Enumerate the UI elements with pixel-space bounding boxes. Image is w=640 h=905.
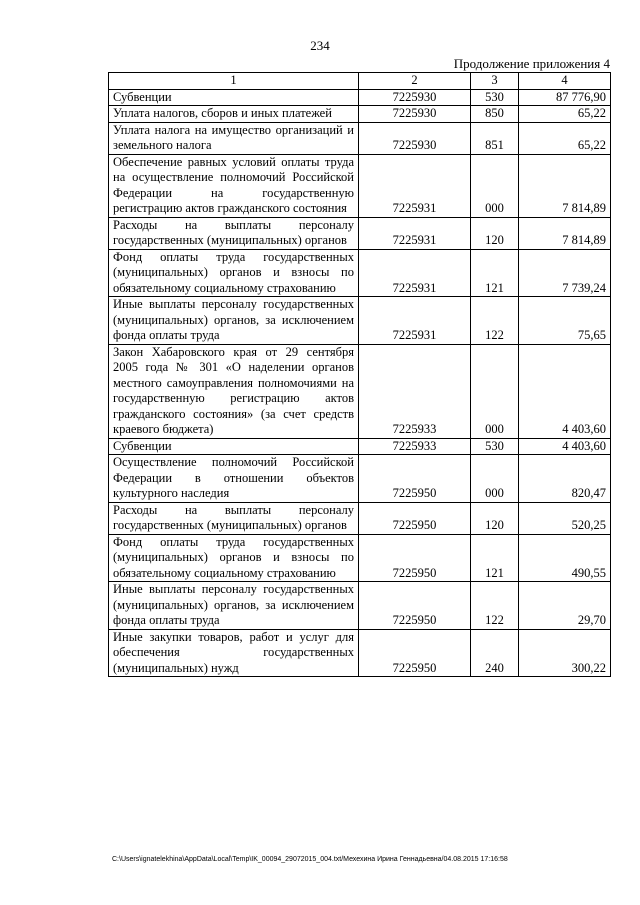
row-name: Закон Хабаровского края от 29 сентября 2005 года № 301 «О наделении органов местного самоуправления полномочиями на государственную регистрацию актов гражданского состояния» (за счет средств краевого бюджета) (109, 344, 359, 438)
row-type: 850 (471, 106, 519, 123)
row-amount: 7 814,89 (519, 154, 611, 217)
row-amount: 520,25 (519, 502, 611, 534)
table-row (109, 89, 611, 106)
table-row (109, 217, 611, 249)
row-code: 7225933 (359, 438, 471, 455)
table-row (109, 629, 611, 677)
row-amount: 65,22 (519, 122, 611, 154)
file-path-footer: C:\Users\ignatelekhina\AppData\Local\Temp\IK_00094_29072015_004.txt/Мехехина Ирина Геннадьевна/04.08.2015 17:16:58 (112, 856, 508, 863)
column-header: 1 (109, 73, 359, 90)
row-code: 7225933 (359, 344, 471, 438)
row-type: 530 (471, 438, 519, 455)
continuation-label: Продолжение приложения 4 (453, 56, 610, 71)
table-row (109, 455, 611, 503)
appendix-table (108, 72, 611, 677)
row-name: Иные выплаты персоналу государственных (муниципальных) органов, за исключением фонда оплаты труда (109, 297, 359, 345)
row-code: 7225950 (359, 582, 471, 630)
row-type: 122 (471, 297, 519, 345)
row-amount: 490,55 (519, 534, 611, 582)
row-name: Субвенции (109, 89, 359, 106)
row-amount: 300,22 (519, 629, 611, 677)
row-name: Фонд оплаты труда государственных (муниципальных) органов и взносы по обязательному социальному страхованию (109, 249, 359, 297)
row-code: 7225930 (359, 106, 471, 123)
row-name: Расходы на выплаты персоналу государственных (муниципальных) органов (109, 502, 359, 534)
row-name: Обеспечение равных условий оплаты труда на осуществление полномочий Российской Федерации на государственную регистрацию актов гражданского состояния (109, 154, 359, 217)
table-row (109, 297, 611, 345)
row-type: 530 (471, 89, 519, 106)
row-type: 240 (471, 629, 519, 677)
row-code: 7225931 (359, 154, 471, 217)
row-name: Субвенции (109, 438, 359, 455)
row-amount: 75,65 (519, 297, 611, 345)
table-row (109, 122, 611, 154)
row-name: Уплата налогов, сборов и иных платежей (109, 106, 359, 123)
row-code: 7225950 (359, 534, 471, 582)
row-type: 000 (471, 154, 519, 217)
row-amount: 820,47 (519, 455, 611, 503)
row-amount: 7 739,24 (519, 249, 611, 297)
column-header: 3 (471, 73, 519, 90)
row-name: Иные выплаты персоналу государственных (муниципальных) органов, за исключением фонда оплаты труда (109, 582, 359, 630)
row-type: 120 (471, 502, 519, 534)
row-amount: 65,22 (519, 106, 611, 123)
row-name: Уплата налога на имущество организаций и земельного налога (109, 122, 359, 154)
row-code: 7225931 (359, 297, 471, 345)
row-code: 7225931 (359, 249, 471, 297)
table-row (109, 249, 611, 297)
row-type: 121 (471, 534, 519, 582)
row-code: 7225950 (359, 629, 471, 677)
row-name: Иные закупки товаров, работ и услуг для обеспечения государственных (муниципальных) нужд (109, 629, 359, 677)
row-type: 122 (471, 582, 519, 630)
row-type: 000 (471, 344, 519, 438)
row-amount: 7 814,89 (519, 217, 611, 249)
row-code: 7225950 (359, 502, 471, 534)
row-code: 7225930 (359, 89, 471, 106)
column-header: 4 (519, 73, 611, 90)
row-code: 7225931 (359, 217, 471, 249)
row-amount: 87 776,90 (519, 89, 611, 106)
table-header-row (109, 73, 611, 90)
table-row (109, 502, 611, 534)
row-code: 7225950 (359, 455, 471, 503)
row-type: 121 (471, 249, 519, 297)
table-row (109, 534, 611, 582)
row-amount: 4 403,60 (519, 438, 611, 455)
row-amount: 29,70 (519, 582, 611, 630)
row-type: 000 (471, 455, 519, 503)
row-amount: 4 403,60 (519, 344, 611, 438)
page-number: 234 (310, 38, 330, 53)
table-row (109, 582, 611, 630)
table-row (109, 438, 611, 455)
row-type: 851 (471, 122, 519, 154)
row-type: 120 (471, 217, 519, 249)
row-name: Фонд оплаты труда государственных (муниципальных) органов и взносы по обязательному социальному страхованию (109, 534, 359, 582)
table-row (109, 154, 611, 217)
table-row (109, 344, 611, 438)
row-name: Осуществление полномочий Российской Федерации в отношении объектов культурного наследия (109, 455, 359, 503)
table-row (109, 106, 611, 123)
column-header: 2 (359, 73, 471, 90)
row-name: Расходы на выплаты персоналу государственных (муниципальных) органов (109, 217, 359, 249)
row-code: 7225930 (359, 122, 471, 154)
